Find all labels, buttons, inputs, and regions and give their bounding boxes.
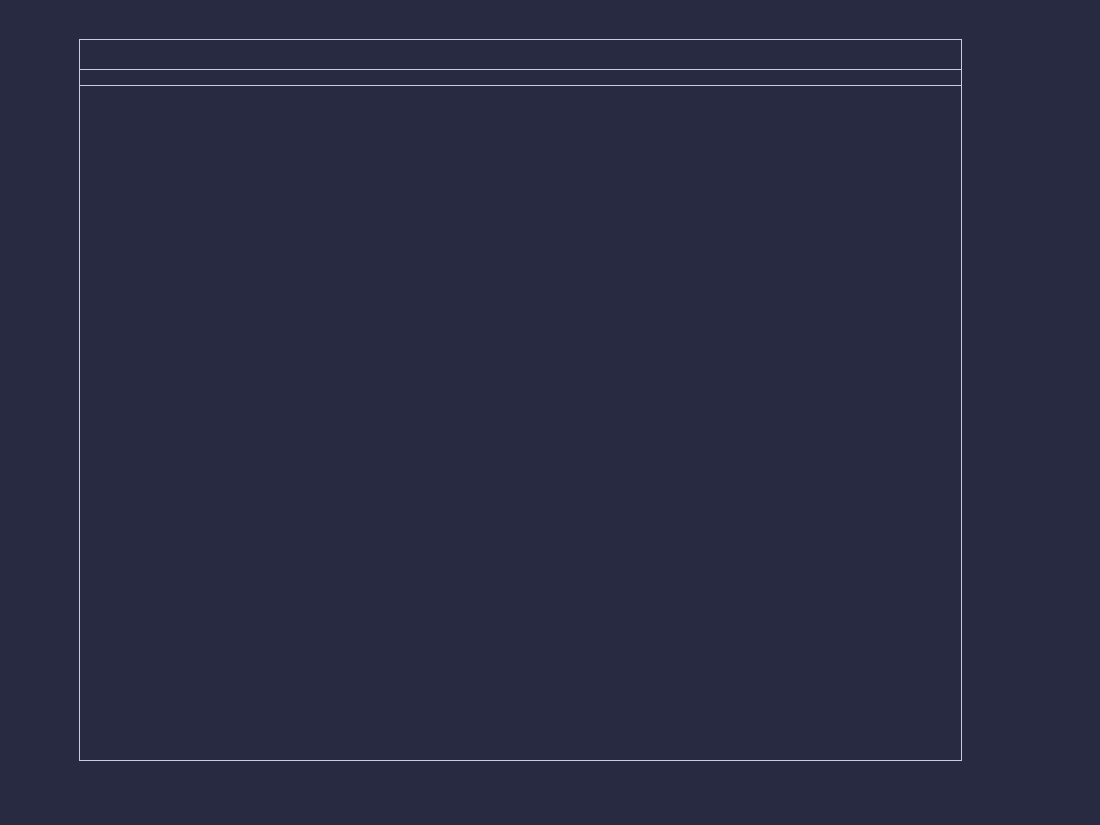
- header-row: [80, 70, 961, 86]
- room-finish-schedule-table: [79, 39, 962, 761]
- schedule-body: [80, 86, 961, 762]
- schedule-title: [80, 40, 961, 70]
